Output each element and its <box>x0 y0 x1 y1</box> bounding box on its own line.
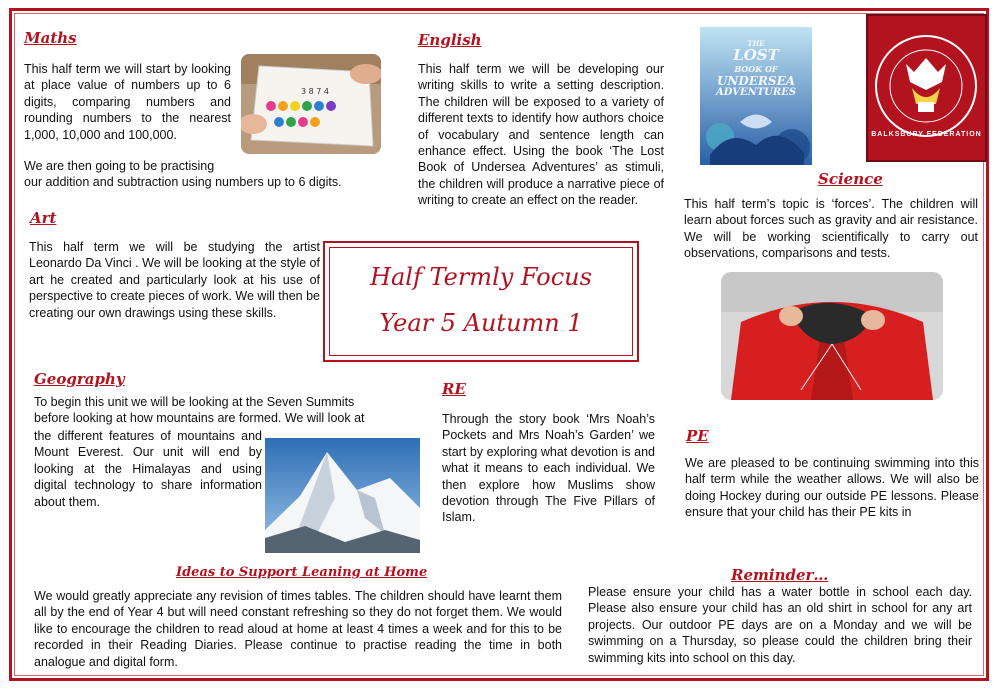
book-cover-line-4: UNDERSEA <box>716 74 796 88</box>
logo-text: BALKSBURY FEDERATION <box>871 131 982 138</box>
book-cover-title <box>700 39 812 99</box>
book-cover-line-3: BOOK OF <box>734 64 778 74</box>
science-heading: Science <box>818 170 883 188</box>
title-line-2: Year 5 Autumn 1 <box>379 309 583 337</box>
reminder-heading: Reminder… <box>731 566 829 584</box>
geography-text-side: the different features of mountains and Mount Everest. Our unit will end by looking at the Himalayas and using digital technology to share information about them. <box>34 429 262 509</box>
english-text: This half term we will be developing our writing skills to write a setting description. The children will be exposed to a variety of different texts to identify how authors choice of vocabulary and sentence length can enhance effect. Using the book ‘The Lost Book of Undersea Adventures’ as stimuli, the children will produce a narrative piece of writing to create an effect on the reader. <box>418 62 664 208</box>
re-text: Through the story book ‘Mrs Noah’s Pockets and Mrs Noah’s Garden’ we start by exploring what devotion is and what it means to each individual. We then explore how Muslims show devotion through The Five Pillars of Islam. <box>442 412 655 525</box>
pe-heading: PE <box>686 427 709 445</box>
geography-text-top: To begin this unit we will be looking at the Seven Summits before looking at how mountains are formed. We will look at <box>34 395 365 426</box>
title-box <box>323 241 639 362</box>
school-logo <box>866 14 987 162</box>
geography-heading: Geography <box>34 370 125 388</box>
maths-place-value-photo <box>241 54 381 154</box>
maths-para-1: This half term we will start by looking at place value of numbers up to 6 digits, comparing numbers and rounding numbers to the nearest 1,000, 10,000 and 100,000. <box>24 62 231 142</box>
re-heading: RE <box>442 380 466 398</box>
book-cover-line-5: ADVENTURES <box>715 87 797 98</box>
maths-heading: Maths <box>24 29 77 47</box>
ideas-text: We would greatly appreciate any revision of times tables. The children should have learnt them all by the end of Year 4 but will need constant refreshing so they do not forget them. We would like to encourage the children to read aloud at home at least 4 times a week and for this to be recorded in their Reading Diaries. Please continue to practise reading the time in both analogue and digital form. <box>34 589 562 669</box>
art-text: This half term we will be studying the artist Leonardo Da Vinci . We will be looking at the style of art he created and particularly look at his use of perspective to create pieces of work. We will then be creating our own drawings using these skills. <box>29 240 320 320</box>
art-heading: Art <box>30 209 57 227</box>
science-parachute-photo <box>721 272 943 400</box>
book-cover-image <box>700 27 812 165</box>
svg-text:3 8 7 4: 3 8 7 4 <box>301 87 329 96</box>
book-cover-line-2: LOST <box>733 46 779 64</box>
mountain-photo <box>265 438 420 553</box>
maths-text-2 <box>24 158 364 191</box>
maths-para-2a: We are then going to be practising <box>24 159 215 173</box>
pe-text: We are pleased to be continuing swimming into this half term while the weather allows. We will also be doing Hockey during our outside PE lessons. Please ensure that your child has their PE kits in <box>685 456 979 520</box>
science-text: This half term’s topic is ‘forces’. The children will learn about forces such as gravity and air resistance. We will be working scientifically to carry out observations, comparisons and tests. <box>684 197 978 261</box>
english-heading: English <box>418 31 482 49</box>
book-cover-line-1: THE <box>747 39 765 48</box>
reminder-text: Please ensure your child has a water bottle in school each day. Please also ensure your child has an old shirt in school for any art projects. Our outdoor PE days are on a Monday and we will be swimming on a Thursday, so please could the children bring their swimming kits into school on this day. <box>588 585 972 665</box>
ideas-heading: Ideas to Support Leaning at Home <box>176 565 428 580</box>
maths-text <box>24 61 231 143</box>
maths-para-2b: our addition and subtraction using numbers up to 6 digits. <box>24 175 342 190</box>
title-line-1: Half Termly Focus <box>370 263 592 291</box>
